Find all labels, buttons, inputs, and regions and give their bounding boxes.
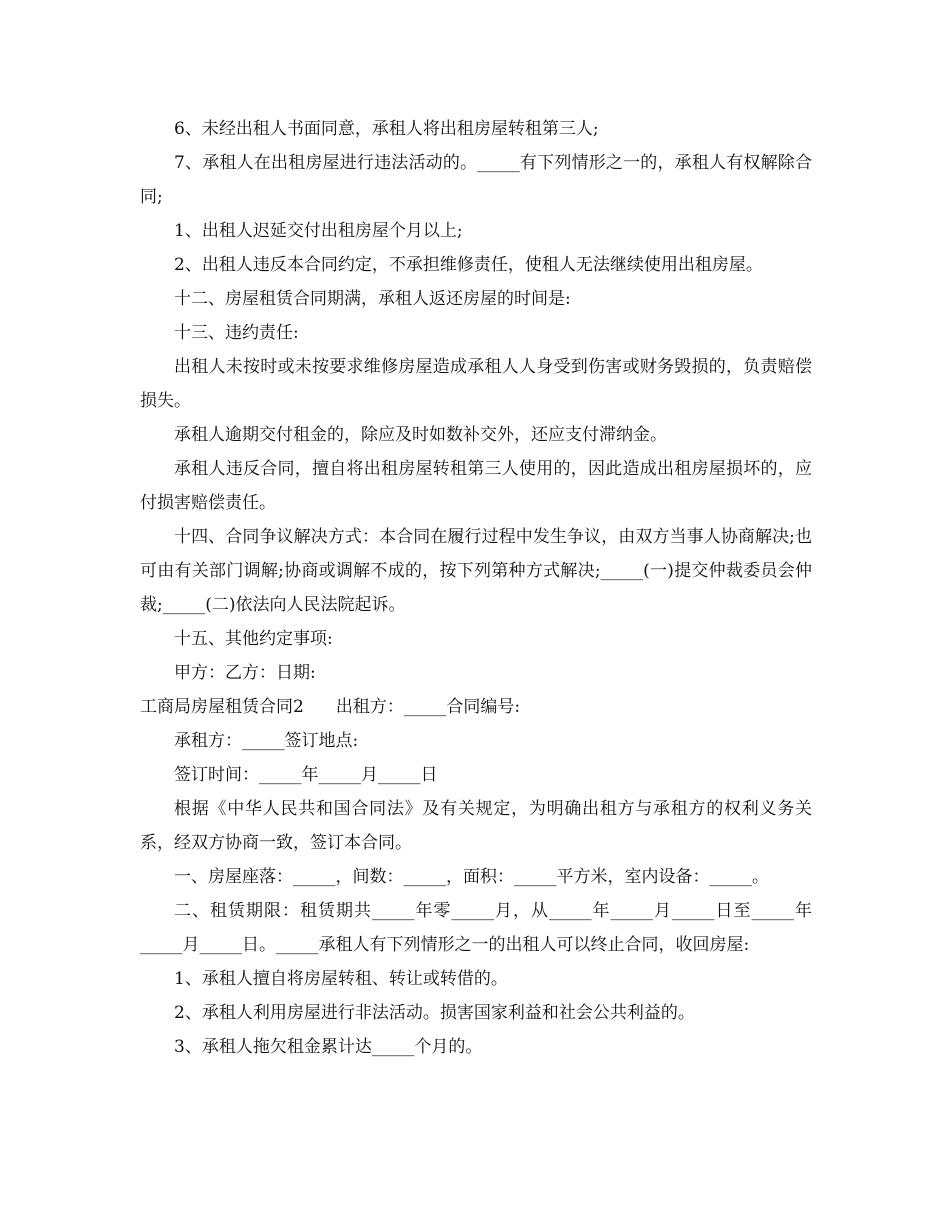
paragraph: 承租方：_____签订地点: (174, 731, 359, 751)
paragraph: 签订时间：_____年_____月_____日 (174, 765, 438, 785)
section-heading: 十三、违约责任: (174, 323, 299, 343)
list-item: 3、承租人拖欠租金累计达_____个月的。 (174, 1037, 483, 1057)
paragraph: 7、承租人在出租房屋进行违法活动的。_____有下列情形之一的，承租人有权解除合同; (140, 153, 812, 207)
lessor-field: 出租方：_____合同编号: (335, 697, 521, 717)
paragraph: 6、未经出租人书面同意，承租人将出租房屋转租第三人; (174, 119, 599, 139)
section-heading: 十二、房屋租赁合同期满，承租人返还房屋的时间是: (174, 289, 571, 309)
paragraph: 2、出租人违反本合同约定，不承担维修责任，使租人无法继续使用出租房屋。 (174, 255, 763, 275)
paragraph: 承租人逾期交付租金的，除应及时如数补交外，还应支付滞纳金。 (174, 425, 667, 445)
list-item: 1、承租人擅自将房屋转租、转让或转借的。 (174, 969, 508, 989)
signature-line: 甲方：乙方：日期: (174, 663, 316, 683)
section-heading: 十五、其他约定事项: (174, 629, 333, 649)
contract-title: 工商局房屋租赁合同2 (140, 697, 304, 717)
paragraph: 根据《中华人民共和国合同法》及有关规定，为明确出租方与承租方的权利义务关系，经双方协商一致，签订本合同。 (140, 799, 812, 853)
paragraph: 1、出租人迟延交付出租房屋个月以上; (174, 221, 463, 241)
list-item: 2、承租人利用房屋进行非法活动。损害国家利益和社会公共利益的。 (174, 1003, 695, 1023)
paragraph: 二、租赁期限：租赁期共_____年零_____月，从_____年_____月_____日至_____年_____月_____日。_____承租人有下列情形之一的出租人可以终止合同，收回房屋: (140, 901, 812, 955)
paragraph: 承租人违反合同，擅自将出租房屋转租第三人使用的，因此造成出租房屋损坏的，应付损害赔偿责任。 (140, 459, 812, 513)
contract-title-line (140, 690, 812, 724)
document-body (140, 112, 812, 1064)
paragraph: 一、房屋座落：_____，间数：_____，面积：_____平方米，室内设备：_____。 (174, 867, 769, 887)
paragraph: 出租人未按时或未按要求维修房屋造成承租人人身受到伤害或财务毁损的，负责赔偿损失。 (140, 357, 812, 411)
paragraph: 十四、合同争议解决方式：本合同在履行过程中发生争议，由双方当事人协商解决;也可由有关部门调解;协商或调解不成的，按下列第种方式解决;_____(一)提交仲裁委员会仲裁;_____(二)依法向人民法院起诉。 (140, 527, 812, 615)
